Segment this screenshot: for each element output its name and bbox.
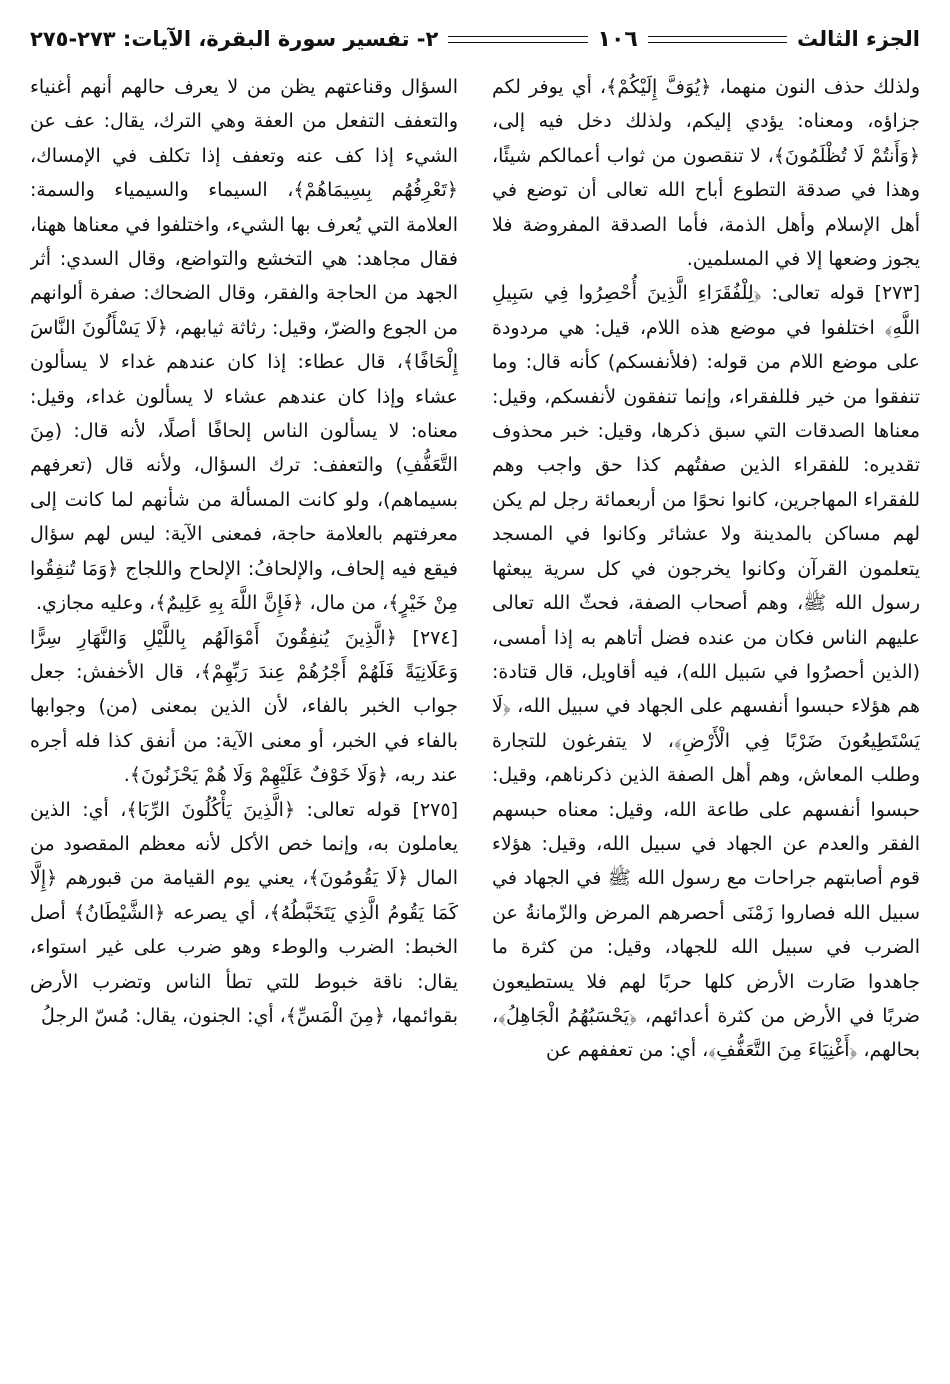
paragraph: [٢٧٤] ﴿الَّذِينَ يُنفِقُونَ أَمْوَالَهُم بِاللَّيْلِ وَالنَّهَارِ سِرًّا وَعَلَانِيَةً فَلَهُمْ أَجْرُهُمْ عِندَ رَبِّهِمْ﴾، قال الأخفش: جعل جواب الخبر بالفاء، لأن الذين بمعنى (من) وجوابها بالفاء في الخبر، أو معنى الآية: من أنفق كذا فله أجره عند ربه، ﴿وَلَا خَوْفٌ عَلَيْهِمْ وَلَا هُمْ يَحْزَنُونَ﴾. <box>30 626 458 787</box>
header-rule-left <box>448 36 587 43</box>
paragraph: [٢٧٣] قوله تعالى: ﴿لِلْفُقَرَاءِ الَّذِينَ أُحْصِرُوا فِي سَبِيلِ اللَّهِ﴾ اختلفوا في موضع هذه اللام، قيل: هي مردودة على موضع اللام من قوله: (فلأنفسكم) كأنه قال: وما تنفقوا من خير فللفقراء، وإنما تنفقون لأنفسكم، وقيل: معناها الصدقات التي سبق ذكرها، وقيل: خبر محذوف تقديره: للفقراء الذين صفتُهم كذا حق واجب وهم للفقراء المهاجرين، كانوا نحوًا من أربعمائة رجل لم يكن لهم مساكن بالمدينة ولا عشائر وكانوا في المسجد يتعلمون القرآن وكانوا يخرجون في كل سرية يبعثها رسول الله ﷺ، وهم أصحاب الصفة، فحثّ الله تعالى عليهم الناس فكان من عنده فضل أتاهم به إذا أمسى، (الذين أحصرُوا في سَبيل الله)، فيه أقاويل، قال قتادة: هم هؤلاء حبسوا أنفسهم على الجهاد في سبيل الله، ﴿لَا يَسْتَطِيعُونَ ضَرْبًا فِي الْأَرْضِ﴾، لا يتفرغون للتجارة وطلب المعاش، وهم أهل الصفة الذين ذكرناهم، وقيل: حبسوا أنفسهم على طاعة الله، وقيل: معناه حبسهم الفقر والعدم عن الجهاد في سبيل الله، وقيل: هؤلاء قوم أصابتهم جراحات مع رسول الله ﷺ في الجهاد في سبيل الله فصاروا زَمْنَى أحصرهم المرض والزّمانةُ عن الضرب في سبيل الله للجهاد، وقيل: من كثرة ما جاهدوا صَارت الأرض كلها حربًا لهم فلا يستطيعون ضربًا في الأرض من كثرة أعدائهم، ﴿يَحْسَبُهُمُ الْجَاهِلُ﴾، بحالهم، ﴿أَغْنِيَاءَ مِنَ التَّعَفُّفِ﴾، أي: من تعففهم عن <box>492 282 920 1062</box>
paragraph: [٢٧٥] قوله تعالى: ﴿الَّذِينَ يَأْكُلُونَ الرِّبَا﴾، أي: الذين يعاملون به، وإنما خص الأكل لأنه معظم المقصود من المال ﴿لَا يَقُومُونَ﴾، يعني يوم القيامة من قبورهم ﴿إِلَّا كَمَا يَقُومُ الَّذِي يَتَخَبَّطُهُ﴾، أي يصرعه ﴿الشَّيْطَانُ﴾ أصل الخبط: الضرب والوطء وهو ضرب على غير استواء، يقال: ناقة خبوط للتي تطأ الناس وتضرب الأرض بقوائمها، ﴿مِنَ الْمَسِّ﴾، أي: الجنون، يقال: مُسّ الرجلُ <box>30 798 458 1027</box>
text-columns <box>30 70 920 1376</box>
page-number: ١٠٦ <box>597 26 638 52</box>
header-surah-label: ٢- تفسير سورة البقرة، الآيات: ٢٧٣-٢٧٥ <box>30 27 439 51</box>
header-part-label: الجزء الثالث <box>797 27 920 51</box>
running-header <box>30 22 920 56</box>
right-column <box>492 70 920 1376</box>
left-column <box>30 70 458 1376</box>
header-rule-right <box>648 36 787 43</box>
paragraph: السؤال وقناعتهم يظن من لا يعرف حالهم أنهم أغنياء والتعفف التفعل من العفة وهي الترك، يقال: عف عن الشيء إذا كف عنه وتعفف إذا تكلف في الإمساك، ﴿تَعْرِفُهُم بِسِيمَاهُمْ﴾، السيماء والسيمياء والسمة: العلامة التي يُعرف بها الشيء، واختلفوا في معناها ههنا، فقال مجاهد: هي التخشع والتواضع، وقال السدي: أثر الجهد من الحاجة والفقر، وقال الضحاك: صفرة ألوانهم من الجوع والضرّ، وقيل: رثاثة ثيابهم، ﴿لَا يَسْأَلُونَ النَّاسَ إِلْحَافًا﴾، قال عطاء: إذا كان عندهم غداء لا يسألون عشاء وإذا كان عندهم عشاء لا يسألون غداء، وقيل: معناه: لا يسألون الناس إلحافًا أصلًا، لأنه قال: (مِنَ التَّعَفُّفِ) والتعفف: ترك السؤال، ولأنه قال (تعرفهم بسيماهم)، ولو كانت المسألة من شأنهم لما كانت إلى معرفتهم بالعلامة حاجة، فمعنى الآية: ليس لهم سؤال فيقع فيه إلحاف، والإلحافُ: الإلحاح واللجاج ﴿وَمَا تُنفِقُوا مِنْ خَيْرٍ﴾، من مال، ﴿فَإِنَّ اللَّهَ بِهِ عَلِيمٌ﴾، وعليه مجازي. <box>30 76 458 615</box>
paragraph: ولذلك حذف النون منهما، ﴿يُوَفَّ إِلَيْكُمْ﴾، أي يوفر لكم جزاؤه، ومعناه: يؤدي إليكم، ولذلك دخل فيه إلى، ﴿وَأَنتُمْ لَا تُظْلَمُونَ﴾، لا تنقصون من ثواب أعمالكم شيئًا، وهذا في صدقة التطوع أباح الله تعالى أن توضع في أهل الإسلام وأهل الذمة، فأما الصدقة المفروضة فلا يجوز وضعها إلا في المسلمين. <box>492 76 920 271</box>
